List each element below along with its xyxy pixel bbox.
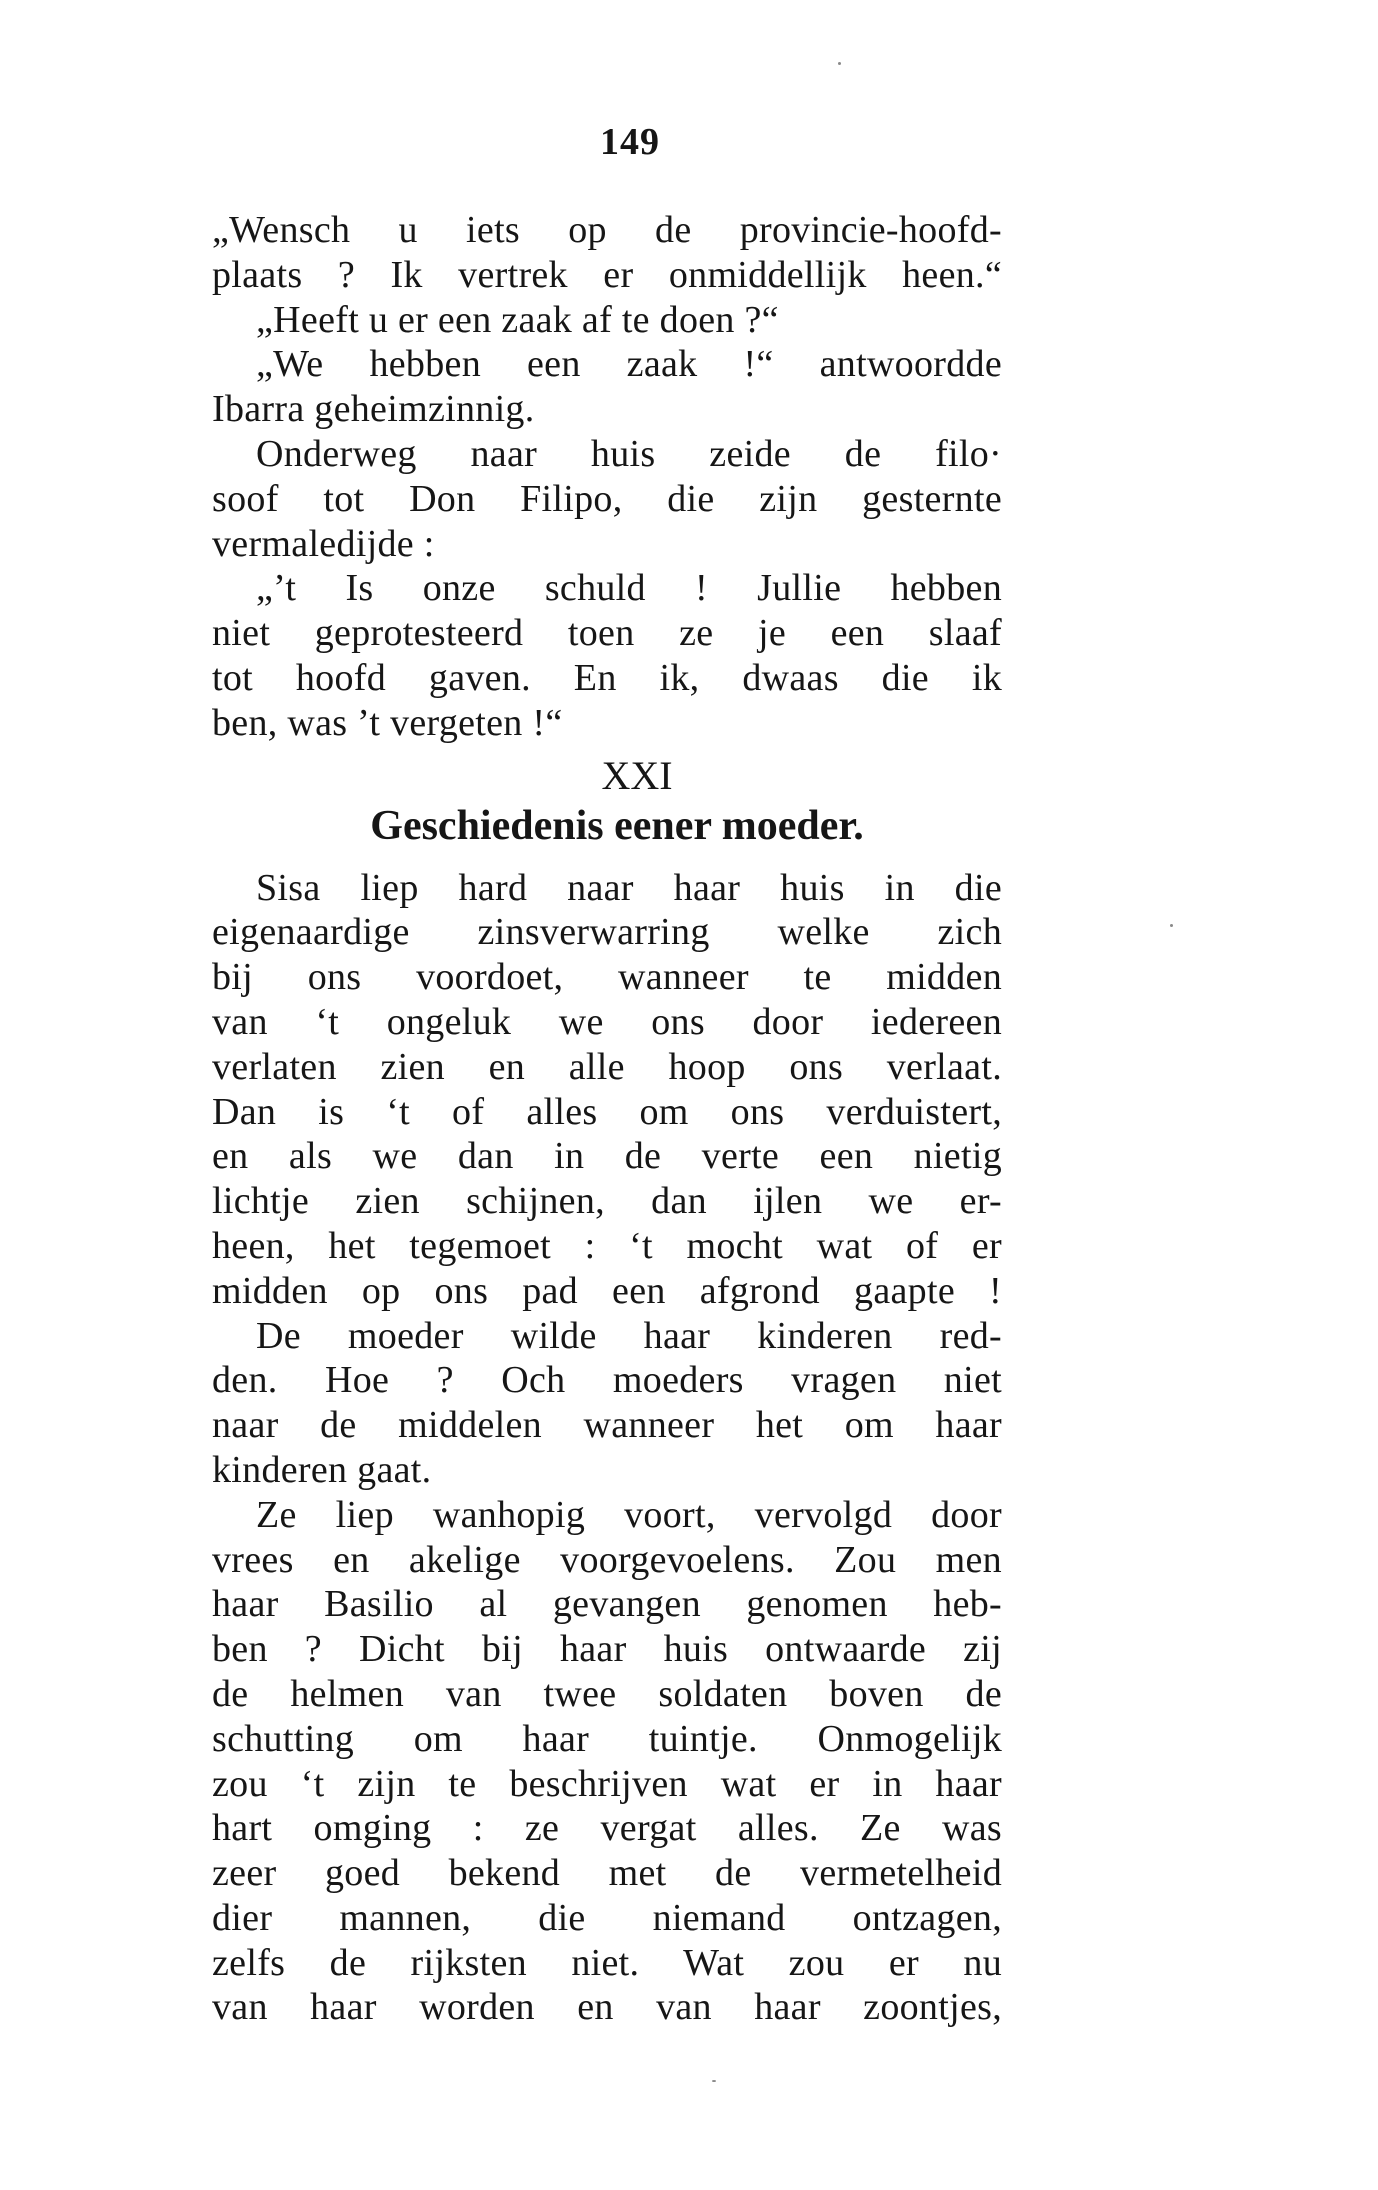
text-line: kinderen gaat. <box>212 1448 432 1491</box>
print-speck <box>1170 924 1173 927</box>
text-line: ben ? Dicht bij haar huis ontwaarde zij <box>212 1628 1002 1671</box>
print-speck <box>838 62 841 65</box>
text-line: De moeder wilde haar kinderen red- <box>256 1314 1002 1357</box>
text-line: dier mannen, die niemand ontzagen, <box>212 1896 1002 1939</box>
text-line: Ibarra geheimzinnig. <box>212 388 535 431</box>
text-line: en als we dan in de verte een nietig <box>212 1135 1002 1178</box>
text-line: verlaten zien en alle hoop ons verlaat. <box>212 1045 1002 1088</box>
text-line: den. Hoe ? Och moeders vragen niet <box>212 1359 1002 1402</box>
text-line: „’t Is onze schuld ! Jullie hebben <box>256 567 1002 610</box>
text-line: Onderweg naar huis zeide de filo· <box>256 432 1002 475</box>
text-line: van ‘t ongeluk we ons door iedereen <box>212 1000 1002 1043</box>
text-line: niet geprotesteerd toen ze je een slaaf <box>212 612 1002 655</box>
text-line: van haar worden en van haar zoontjes, <box>212 1986 1002 2029</box>
text-line: „We hebben een zaak !“ antwoordde <box>256 343 1002 386</box>
text-line: bij ons voordoet, wanneer te midden <box>212 956 1002 999</box>
text-line: de helmen van twee soldaten boven de <box>212 1672 1002 1715</box>
text-line: plaats ? Ik vertrek er onmiddellijk heen.“ <box>212 253 1002 296</box>
text-line: vermaledijde : <box>212 522 435 565</box>
text-line: zou ‘t zijn te beschrijven wat er in haar <box>212 1762 1002 1805</box>
chapter-title: Geschiedenis eener moeder. <box>370 802 864 849</box>
text-line: „Wensch u iets op de provincie-hoofd- <box>212 209 1002 251</box>
text-line: Dan is ‘t of alles om ons verduistert, <box>212 1090 1002 1133</box>
text-block <box>212 208 1002 2030</box>
text-line: schutting om haar tuintje. Onmogelijk <box>212 1717 1002 1760</box>
print-speck <box>712 2080 716 2082</box>
text-line: ben, was ’t vergeten !“ <box>212 701 563 744</box>
text-line: tot hoofd gaven. En ik, dwaas die ik <box>212 656 1002 699</box>
text-line: zeer goed bekend met de vermetelheid <box>212 1852 1002 1895</box>
text-line: lichtje zien schijnen, dan ijlen we er- <box>212 1180 1002 1223</box>
text-line: vrees en akelige voorgevoelens. Zou men <box>212 1538 1002 1581</box>
text-line: naar de middelen wanneer het om haar <box>212 1404 1002 1447</box>
text-line: heen, het tegemoet : ‘t mocht wat of er <box>212 1224 1002 1267</box>
chapter-number: XXI <box>601 752 673 798</box>
text-line: eigenaardige zinsverwarring welke zich <box>212 911 1002 954</box>
text-line: zelfs de rijksten niet. Wat zou er nu <box>212 1941 1002 1984</box>
text-line: „Heeft u er een zaak af te doen ?“ <box>256 298 779 341</box>
text-line: soof tot Don Filipo, die zijn gesternte <box>212 477 1002 520</box>
page-number: 149 <box>600 121 660 163</box>
text-line: midden op ons pad een afgrond gaapte ! <box>212 1269 1002 1312</box>
text-line: haar Basilio al gevangen genomen heb- <box>212 1583 1002 1626</box>
text-line: Ze liep wanhopig voort, vervolgd door <box>256 1493 1002 1536</box>
text-line: Sisa liep hard naar haar huis in die <box>256 866 1002 909</box>
text-line: hart omging : ze vergat alles. Ze was <box>212 1807 1002 1850</box>
